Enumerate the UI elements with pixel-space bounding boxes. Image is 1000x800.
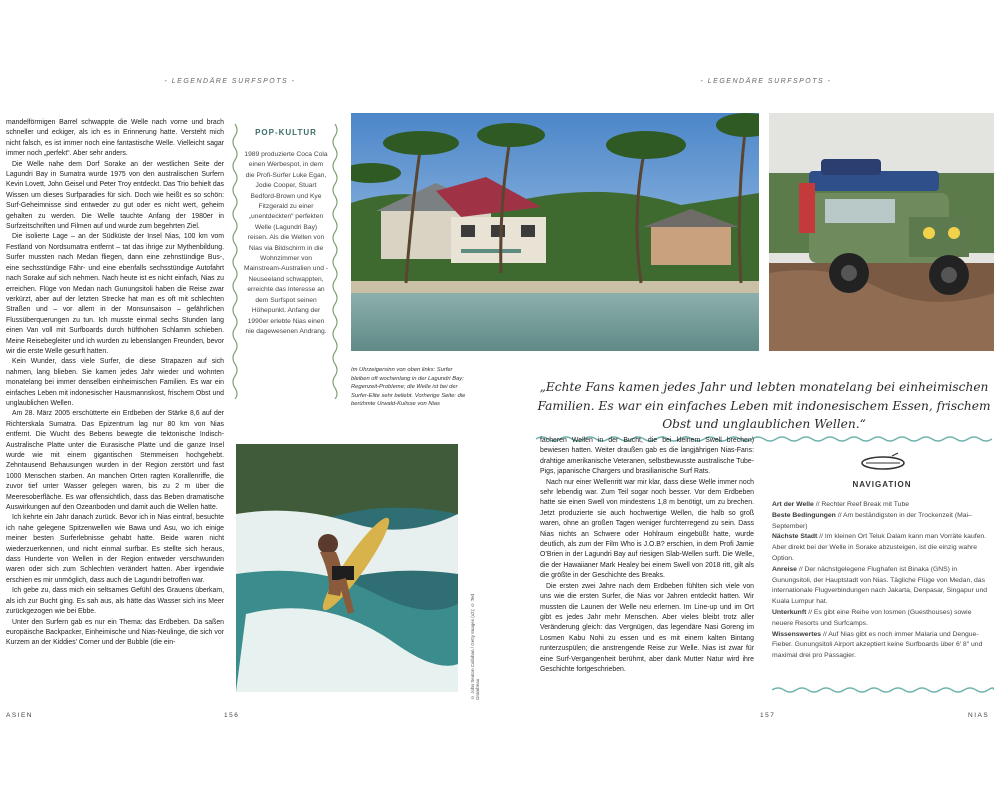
sidebar-wavy-border-right [330,124,340,399]
nav-row-art-der-welle [772,500,994,511]
navigation-list [772,500,994,662]
photo-credit: © John Seaton Callahan / Getty Images (x2); © Ted Grambeau [470,594,480,700]
wave-zigzag-icon [772,685,994,695]
nav-text: // Der nächstgelegene Flughafen ist Binaka (GNS) in Gunungsitoli, der Hauptstadt von Nias. Tägliche Flüge von Medan, das internationale Flugverbindungen nach Jakarta, Denpasar, Singapur und Kuala Lumpur hat. [772,565,988,606]
left-paragraph: Unter den Surfern gab es nur ein Thema: das Erdbeben. Da saßen europäische Backpacker, Einheimische und Nias-Neulinge, die sich vor Kurzem an der Kiddies’ Corner und der Bubble (die ein- [6,618,224,647]
nav-label: Anreise [772,565,797,573]
nav-label: Art der Welle [772,501,814,508]
left-paragraph: Ich kehrte ein Jahr danach zurück. Bevor ich in Nias eintraf, besuchte ich nahe gelegene Spitzenwellen wie Bawa und Asu, wo ich einige meiner besten Surferlebnisse gehabt hatte. Beide waren nicht wiederzuerkennen, und nicht einmal surfbar. Es stellte sich heraus, dass Hunderte von Wellen in der Region entweder verschwunden waren oder sich zum Schlechten verändert hatten. Aber irgendwie erschien es mir unmöglich, dass auch die Lagundri betroffen war. [6,514,224,584]
nav-row-naechste-stadt [772,532,994,564]
sidebar-text: 1989 produzierte Coca Cola einen Werbespot, in dem die Profi-Surfer Luke Egan, Jodie Cooper, Stuart Bedford-Brown und Kye Fitzgerald zu einer „unentdeckten“ perfekten Welle (Lagundri Bay) reisen. Als die Wellen von Nias via Bildschirm in die Wohnzimmer von Mainstream-Australien und -Neuseeland schwappten, erreichte das Interesse an dem Surfspot seinen Höhepunkt. Anfang der 1990er erlebte Nias einen nie dagewesenen Andrang. [244,151,328,335]
right-paragraph: facheren Wellen in der Bucht, die bei kleinem Swell brechen) bewiesen hatten. Weiter draußen gab es die langjährigen Nias-Fans: drahtige amerikanische Veteranen, selbstbewusste australische Tube-Pigs, japanische Chargers und brasilianische Surf Rats. [540,437,754,476]
page-number-left: 156 [224,712,240,719]
left-paragraph: Ich gebe zu, dass mich ein seltsames Gefühl des Grauens überkam, als ich zur Bucht ging. Es sah aus, als hätte das Wasser sich ins Meer zurückgezogen wie bei Ebbe. [6,587,224,616]
nav-text: // Rechter Reef Break mit Tube [815,501,910,508]
wave-zigzag-icon [330,124,340,399]
nav-row-beste-bedingungen [772,511,994,533]
left-paragraph: Die Welle nahe dem Dorf Sorake an der westlichen Seite der Lagundri Bay in Sumatra wurde 1975 von den australischen Surfern Kevin Lovett, John Geisel und Peter Troy entdeckt. Das Trio behielt das Wissen um dieses Surfparadies für sich. Doch wie heißt es so schön: Surf-Geheimnisse sind entweder zu gut oder es nicht wert, geheim gehalten zu werden. Die Welle tauchte Anfang der 1980er in Surfzeitschriften und Filmen auf und wurde zum begehrten Ziel. [6,160,224,231]
photo-caption: Im Uhrzeigersinn von oben links: Surfer bleiben oft wochenlang in der Lagundri Bay; Regenzeit-Probleme; die Welle ist bei der Surfer-Elite sehr beliebt. Vorherige Seite: die berühmte Urwald-Kulisse von Nias [351,367,466,408]
folio-section-right: NIAS [968,712,990,719]
nav-label: Unterkunft [772,608,807,616]
right-paragraph: Die ersten zwei Jahre nach dem Erdbeben fühlten sich viele von uns wie die ersten Surfer, die Nias vor Jahren entdeckt hatten. Wir mussten die Launen der Welle neu erlernen. Im Line-up und im Ort gibt es jedes Jahr mehr Menschen. Aber vieles bleibt trotz aller Veränderung gleich: das Vergnügen, das legendäre Nasi Goreng im Losmen Kabu Nohi zu essen und es mit einem kalten Bintang runterzuspülen; die anstrengende Reise zur Welle. Nias ist zwar für eine Surf-Vergangenheit berühmt, aber dank Mutter Natur wird ihre Geschichte fortgeschrieben. [540,582,754,673]
right-body-column [540,436,754,700]
sidebar-wavy-border-left [230,124,240,399]
page-number-right: 157 [760,712,776,719]
nav-text: // Am beständigsten in der Trockenzeit (Mai–September) [772,511,972,530]
running-header-right: - LEGENDÄRE SURFSPOTS - [700,78,832,85]
left-paragraph: Die isolierte Lage – an der Südküste der Insel Nias, 100 km vom Festland von Nordsumatra entfernt – tat das ihrige zur Mythenbildung. Surfer mussten nach Medan fliegen, dann eine zehnstündige Bus-, eine sechsstündige Fähr- und eine ebenfalls sechsstündige Autofahrt nach Sorake auf sich nehmen. Nach heute ist es nicht einfach, Nias zu erreichen. Flüge von Medan nach Gunungsitoli haben die Reise zwar verkürzt, aber auf der letzten Strecke hat man es oft mit schlechten Straßen und – vor allem in der Monsunsaison – gefährlichen Flussüberquerungen zu tun. Ich musste einmal sechs Stunden lang einen Van voll mit Surfboards durch hüfthohen Schlamm schieben. Meine Reisebegleiter und ich wurden zu lebenslangen Freunden, bevor wir die erste Welle gesurft hatten. [6,233,224,355]
nav-label: Wissenswertes [772,630,822,638]
left-paragraph: Am 28. März 2005 erschütterte ein Erdbeben der Stärke 8,6 auf der Richterskala Sumatra. Das Epizentrum lag nur 80 km von Nias entfernt. Die Wucht des Bebens bewegte die tektonische Indisch-Australische Platte unter die Eurasische Platte und die ganze Insel wurde wie mit einem gigantischen Stemmeisen hochgehebt. Zehntausend Behausungen wurden in der Region zerstört und fast 1000 Menschen starben. An manchen Orten ragten Korallenriffe, die zuvor tief unter Wasser gelegen waren, bis zu 2 m über die Meeresoberfläche. Es war offensichtlich, dass das Beben dramatische Auswirkungen auf den Ozeanboden und damit auch die Wellen hatte. [6,410,224,512]
surfboard-icon [860,452,906,474]
surfer-photo [236,444,458,692]
nav-row-wissenswertes [772,630,994,662]
right-paragraph: Nach nur einer Wellenritt war mir klar, dass diese Welle immer noch sehr lebendig war. Zum Teil sogar noch besser. Vor dem Erdbeben hatte sie einen Swell von mindestens 1,8 m benötigt, um zu brechen. Jetzt produzierte sie auch hochwertige Wellen, die halb so groß waren, ohne an großen Tagen weniger furchterregend zu sein. Dass Nias nichts an Schwere oder Hohlraum eingebüßt hatte, wurde deutlich, als zum der Film Who is J.O.B? erschien, in dem Profi Jamie O’Brien in der Lagundri Bay auf riesigen Slab-Wellen surft. Die Welle, die der Hawaiianer Mark Healey bei einem Swell von 2018 ritt, gilt als die größte in der Geschichte des Breaks. [540,478,754,580]
nav-text: // Es gibt eine Reihe von losmen (Guesthouses) sowie neuere Resorts und Surfcamps. [772,608,972,627]
jeep-photo [769,113,994,351]
nav-row-unterkunft [772,608,994,630]
left-paragraph: Kein Wunder, dass viele Surfer, die diese Strapazen auf sich nahmen, lang blieben. Sie kamen jedes Jahr wieder und wohnten monatelang bei immer denselben einheimischen Familien. Es war ein einfaches Leben mit indonesischer Hausmannskost, frischem Obst und unglaublichen Wellen. [6,358,224,407]
left-body-column [6,118,224,702]
running-header-left: - LEGENDÄRE SURFSPOTS - [164,78,296,85]
nav-text: // Auf Nias gibt es noch immer Malaria und Dengue-Fieber. Gunungsitoli Airport akzeptiert keine Surfboards über 6′ 8″ und maximal drei pro Passagier. [772,630,983,660]
navigation-title: NAVIGATION [852,480,912,489]
left-paragraph: mandelförmigen Barrel schwappte die Welle nach vorne und brach schneller und eckiger, als ich es in Erinnerung hatte. Versteht mich nicht falsch, es ist immer noch eine fantastische Welle. Vielleicht sagar immer noch „perfekt“. Aber sehr anders. [6,119,224,158]
nav-text: // Im kleinen Ort Teluk Dalam kann man Vorräte kaufen. Aber direkt bei der Welle in Sorake abzusteigen, ist die einzig wahre Option. [772,533,987,562]
wave-zigzag-icon [230,124,240,399]
wave-rule-bottom [772,682,994,692]
village-photo [351,113,759,351]
nav-label: Beste Bedingungen [772,511,836,519]
nav-label: Nächste Stadt [772,533,818,541]
pull-quote: „Echte Fans kamen jedes Jahr und lebten monatelang bei einheimischen Familien. Es war ein einfaches Leben mit indonesischem Essen, frischem Obst und unglaublichen Wellen.“ [537,380,991,431]
sidebar-title: POP-KULTUR [255,128,317,137]
folio-section-left: ASIEN [6,712,34,719]
nav-row-anreise [772,565,994,608]
